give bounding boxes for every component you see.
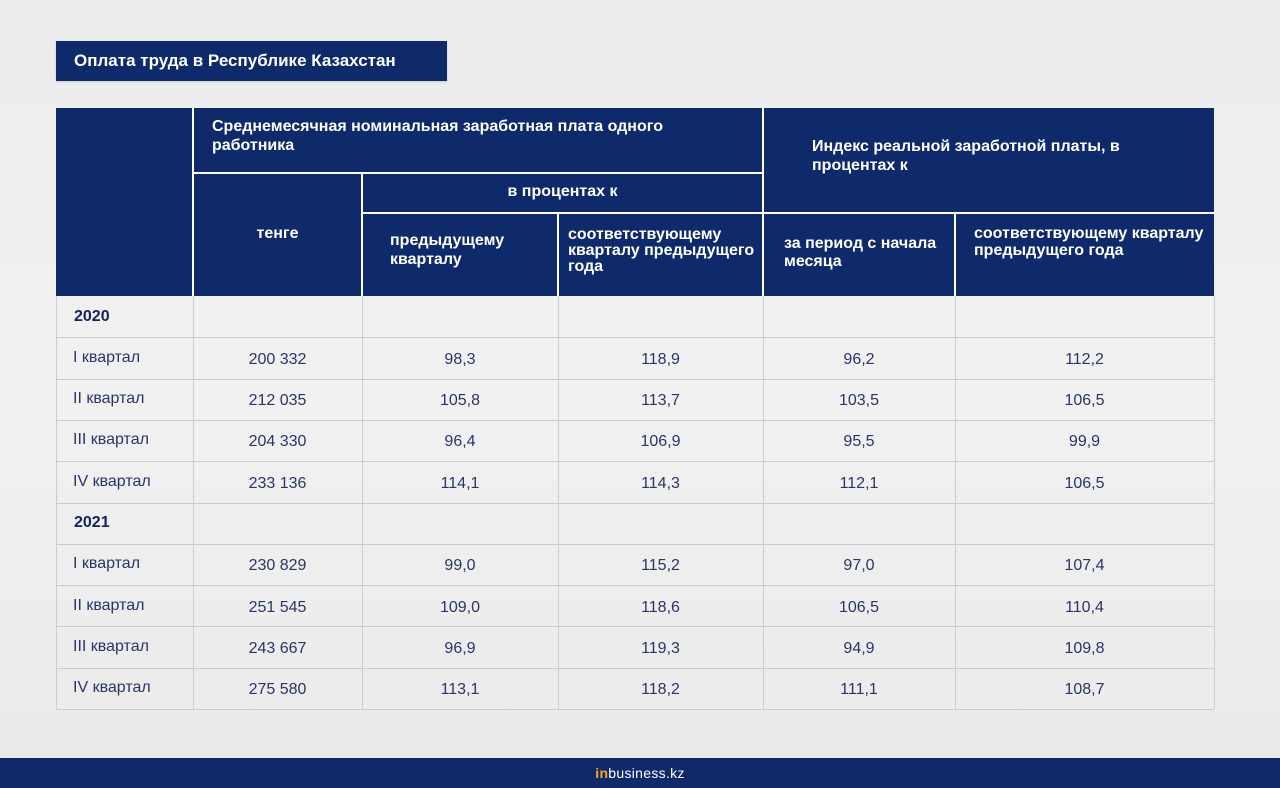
table-cell: 112,1	[839, 474, 879, 492]
table-cell: 119,3	[641, 639, 680, 657]
column-divider	[193, 296, 194, 709]
column-divider	[362, 296, 363, 709]
table-cell: 118,9	[641, 350, 680, 368]
row-divider	[56, 709, 1214, 710]
table-cell: 112,2	[1065, 350, 1104, 368]
table-cell	[193, 505, 362, 546]
table-cell: 118,2	[641, 681, 680, 699]
row-divider	[56, 626, 1214, 627]
quarter-label: III квартал	[73, 637, 149, 655]
table-cell: 113,1	[440, 681, 480, 699]
header-prev-quarter: предыдущему кварталу	[390, 232, 505, 268]
row-divider	[56, 420, 1214, 421]
table-cell	[955, 298, 1214, 339]
row-divider	[56, 461, 1214, 462]
table-cell	[955, 505, 1214, 546]
header-divider	[762, 108, 764, 296]
table-cell: 110,4	[1065, 598, 1104, 616]
table-cell: 111,1	[840, 681, 878, 699]
table-cell: 95,5	[843, 433, 875, 451]
table-cell: 113,7	[641, 392, 680, 410]
year-label: 2021	[74, 514, 110, 531]
table-cell: 97,0	[843, 557, 875, 575]
table-cell: 106,5	[1064, 392, 1105, 410]
table-cell: 96,9	[444, 639, 476, 657]
table-cell: 94,9	[843, 639, 875, 657]
row-divider	[56, 503, 1214, 504]
quarter-label: III квартал	[73, 431, 149, 449]
quarter-label: IV квартал	[73, 679, 151, 697]
header-tenge: тенге	[256, 225, 299, 242]
table-cell	[362, 298, 558, 339]
quarter-label: I квартал	[73, 348, 141, 366]
column-divider	[763, 296, 764, 709]
row-divider	[56, 585, 1214, 586]
quarter-label: I квартал	[73, 555, 141, 573]
table-cell: 96,2	[843, 350, 875, 368]
column-divider	[56, 296, 57, 709]
table-cell: 243 667	[248, 639, 307, 657]
table-cell: 106,5	[1064, 474, 1105, 492]
row-divider	[56, 544, 1214, 545]
year-label: 2020	[74, 307, 110, 325]
table-cell: 212 035	[248, 392, 307, 410]
footer-bar	[0, 758, 1280, 788]
table-cell: 107,4	[1064, 557, 1105, 575]
header-group-real-wage-index: Индекс реальной заработной платы, в процентах к	[812, 138, 1120, 174]
table-cell: 204 330	[248, 433, 307, 451]
table-cell	[193, 298, 362, 339]
page-title: Оплата труда в Республике Казахстан	[56, 41, 447, 81]
table-cell: 108,7	[1064, 681, 1105, 699]
table-cell	[763, 298, 955, 339]
table-cell: 105,8	[439, 392, 481, 410]
table-cell: 233 136	[248, 474, 307, 492]
header-divider	[762, 212, 1214, 214]
table-cell: 118,6	[641, 598, 680, 616]
table-cell	[763, 505, 955, 546]
header-group-nominal-wage: Среднемесячная номинальная заработная плата одного работника	[212, 118, 663, 154]
table-cell: 275 580	[248, 681, 307, 699]
header-divider	[192, 172, 764, 174]
table-cell: 99,0	[444, 557, 476, 575]
header-period-from-start: за период с начала месяца	[784, 235, 937, 270]
table-cell: 109,8	[1064, 639, 1105, 657]
table-cell	[362, 505, 558, 546]
table-cell: 106,9	[640, 433, 681, 451]
header-same-quarter-prev-year: соответствующему кварталу предыдущего года	[568, 226, 755, 275]
table-cell: 115,2	[641, 557, 680, 575]
table-cell: 200 332	[248, 350, 307, 368]
quarter-label: IV квартал	[73, 472, 151, 490]
column-divider	[1214, 296, 1215, 709]
table-cell: 114,3	[641, 474, 680, 492]
header-divider	[954, 212, 956, 296]
table-cell	[558, 298, 763, 339]
quarter-label: II квартал	[73, 596, 145, 614]
row-divider	[56, 379, 1214, 380]
table-cell: 106,5	[838, 598, 880, 616]
table-cell: 98,3	[444, 350, 476, 368]
table-cell: 230 829	[248, 557, 307, 575]
header-same-quarter-prev-year-2: соответствующему кварталу предыдущего года	[974, 225, 1204, 259]
row-divider	[56, 337, 1214, 338]
header-divider	[557, 212, 559, 296]
quarter-label: II квартал	[73, 390, 145, 408]
column-divider	[955, 296, 956, 709]
header-divider	[192, 108, 194, 296]
table-cell: 96,4	[444, 433, 476, 451]
column-divider	[558, 296, 559, 709]
table-cell: 114,1	[440, 474, 480, 492]
header-divider	[361, 212, 764, 214]
table-cell: 103,5	[838, 392, 880, 410]
inbusiness-logo[interactable]: inbusiness.kz	[595, 765, 685, 781]
table-cell: 109,0	[439, 598, 481, 616]
table-cell: 251 545	[248, 598, 307, 616]
row-divider	[56, 668, 1214, 669]
header-in-percent: в процентах к	[507, 183, 618, 200]
table-cell	[558, 505, 763, 546]
table-cell: 99,9	[1068, 433, 1101, 451]
